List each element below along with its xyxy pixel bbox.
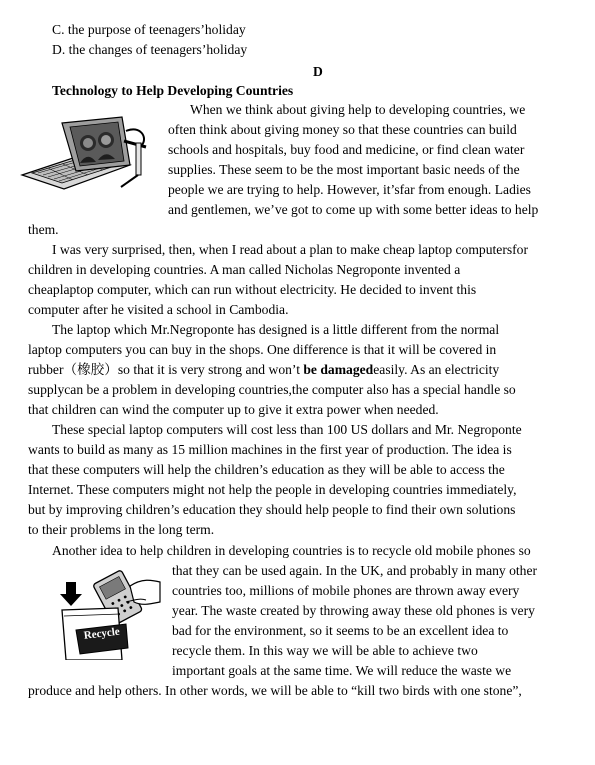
para2-line: cheaplaptop computer, which can run without electricity. He decided to invent this — [28, 282, 477, 297]
para1-line: supplies. These seem to be the most important basic needs of the — [168, 162, 520, 177]
para5-line: Another idea to help children in developing countries is to recycle old mobile phones so — [52, 543, 531, 558]
recycle-phone-illustration — [56, 568, 166, 660]
para3-text: rubber（橡胶）so that it is very strong and won’t — [28, 362, 304, 377]
para2-line: I was very surprised, then, when I read about a plan to make cheap laptop computersfor — [52, 242, 528, 257]
para1-line: and gentlemen, we’ve got to come up with some better ideas to help — [168, 202, 539, 217]
para3-line: laptop computers you can buy in the shops. One difference is that it will be covered in — [28, 342, 497, 357]
para4-line: to their problems in the long term. — [28, 522, 215, 537]
para4-line: These special laptop computers will cost less than 100 US dollars and Mr. Negroponte — [52, 422, 522, 437]
para5-line: countries too, millions of mobile phones are thrown away every — [172, 583, 520, 598]
para4-line: but by improving children’s education they should help people to find their own solutions — [28, 502, 516, 517]
option-d: D. the changes of teenagers’holiday — [52, 42, 248, 57]
para3-line: supplycan be a problem in developing countries,the computer also has a special handle so — [28, 382, 516, 397]
para1-line: people we are trying to help. However, it’sfar from enough. Ladies — [168, 182, 531, 197]
para5-line: recycle them. In this way we will be able to achieve two — [172, 643, 478, 658]
para1-line: When we think about giving help to developing countries, we — [190, 102, 526, 117]
para4-line: wants to build as many as 15 million machines in the first year of production. The idea is — [28, 442, 512, 457]
para3-line: The laptop which Mr.Negroponte has designed is a little different from the normal — [52, 322, 500, 337]
para1-line: schools and hospitals, buy food and medicine, or find clean water — [168, 142, 525, 157]
para5-line: bad for the environment, so it seems to be an excellent idea to — [172, 623, 509, 638]
para5-line: year. The waste created by throwing away these old phones is very — [172, 603, 535, 618]
para2-line: computer after he visited a school in Cambodia. — [28, 302, 289, 317]
passage-title: Technology to Help Developing Countries — [52, 83, 294, 98]
para4-line: that these computers will help the children’s education as they will be able to access the — [28, 462, 505, 477]
option-c: C. the purpose of teenagers’holiday — [52, 22, 246, 37]
bold-phrase: be damaged — [303, 362, 374, 377]
para4-line: Internet. These computers might not help the people in developing countries immediately, — [28, 482, 517, 497]
para3-line: that children can wind the computer up to give it extra power when needed. — [28, 402, 439, 417]
para3-line — [28, 360, 499, 380]
para1-line: them. — [28, 222, 59, 237]
recycle-label: Recycle — [83, 625, 121, 642]
para5-line: that they can be used again. In the UK, and probably in many other — [172, 563, 538, 578]
para1-line: often think about giving money so that these countries can build — [168, 122, 517, 137]
para5-line: important goals at the same time. We will reduce the waste we — [172, 663, 512, 678]
para3-text: easily. As an electricity — [373, 362, 500, 377]
section-letter: D — [313, 64, 323, 79]
laptop-illustration — [18, 113, 168, 191]
para2-line: children in developing countries. A man called Nicholas Negroponte invented a — [28, 262, 461, 277]
para5-line: produce and help others. In other words, we will be able to “kill two birds with one stone”, — [28, 683, 522, 698]
